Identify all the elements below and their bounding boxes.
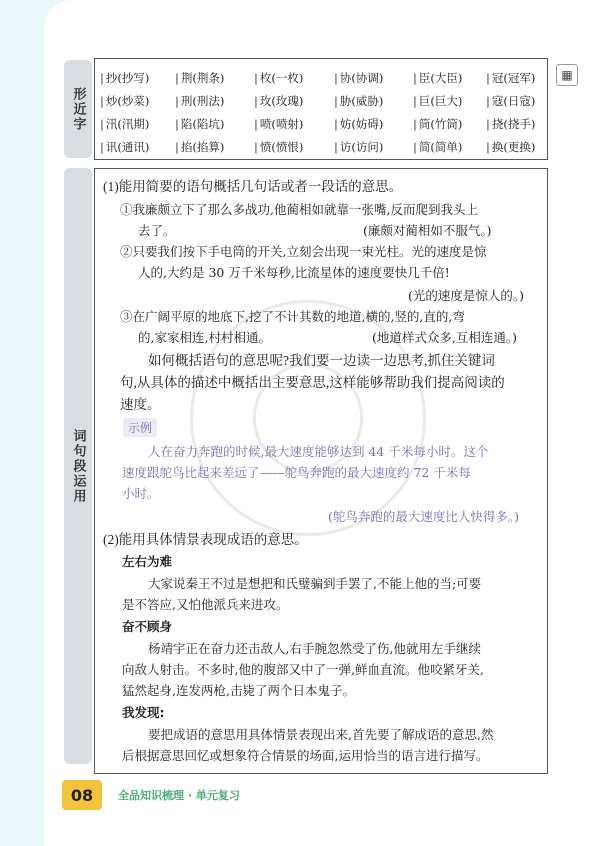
- method-paragraph: 速度。: [120, 397, 161, 412]
- finding-text: 后根据意思回忆或想象符合情景的场面,运用恰当的语言进行描写。: [122, 748, 489, 763]
- table-row: [100, 66, 556, 89]
- table-row: [100, 135, 556, 158]
- table-cell: | 枚(一枚): [254, 70, 304, 85]
- idiom-text: 是不答应,又怕他派兵来进攻。: [122, 597, 289, 612]
- table-row: [100, 112, 556, 135]
- example-2-answer: (光的速度是惊人的。): [408, 288, 525, 303]
- similar-chars-table: [100, 66, 556, 158]
- table-cell: | 荆(荆条): [175, 70, 225, 85]
- table-cell: | 刑(刑法): [175, 93, 225, 108]
- finding-label: 我发现:: [122, 705, 165, 720]
- sample-answer: (鸵鸟奔跑的最大速度比人快得多。): [328, 509, 520, 524]
- table-cell: | 抄(抄写): [100, 70, 150, 85]
- heading-idiom: (2)能用具体情景表现成语的意思。: [103, 532, 308, 547]
- table-cell: | 筒(竹筒): [413, 116, 463, 131]
- idiom-title: 奋不顾身: [122, 619, 173, 634]
- example-3-answer: (地道样式众多,互相连通。): [372, 330, 517, 345]
- table-cell: | 冠(冠军): [486, 70, 536, 85]
- table-cell: | 陷(陷坑): [175, 116, 225, 131]
- table-cell: | 妨(妨碍): [334, 116, 384, 131]
- method-paragraph: 句,从具体的描述中概括出主要意思,这样能够帮助我们提高阅读的: [120, 375, 505, 390]
- page-number: 08: [62, 780, 102, 810]
- table-cell: | 汛(汛期): [100, 116, 150, 131]
- section-label-similar: [64, 60, 92, 158]
- table-cell: | 挠(挠手): [486, 116, 536, 131]
- example-3-line: 的,家家相连,村村相通。: [138, 330, 271, 345]
- table-cell: | 协(协调): [334, 70, 384, 85]
- idiom-text: 杨靖宇正在奋力还击敌人,右手腕忽然受了伤,他就用左手继续: [148, 641, 481, 656]
- sample-line: 速度跟鸵鸟比起来差远了——鸵鸟奔跑的最大速度约 72 千米每: [122, 465, 471, 480]
- table-cell: | 喷(喷射): [254, 116, 304, 131]
- table-cell: | 愤(愤恨): [254, 139, 304, 154]
- method-paragraph: 如何概括语句的意思呢?我们要一边读一边思考,抓住关键词: [148, 353, 495, 368]
- sample-line: 人在奋力奔跑的时候,最大速度能够达到 44 千米每小时。这个: [148, 444, 489, 459]
- table-cell: | 简(简单): [413, 139, 463, 154]
- example-3-line: ③在广阔平原的地底下,挖了不计其数的地道,横的,竖的,直的,弯: [120, 309, 465, 324]
- idiom-text: 猛然起身,连发两枪,击毙了两个日本鬼子。: [122, 683, 355, 698]
- idiom-text: 向敌人射击。不多时,他的腹部又中了一弹,鲜血直流。他咬紧牙关,: [122, 662, 484, 677]
- section-label-usage: [64, 168, 92, 764]
- table-cell: | 胁(威胁): [334, 93, 384, 108]
- example-1-line: 去了。: [138, 223, 176, 238]
- example-1-answer: (廉颇对蔺相如不服气。): [363, 223, 492, 238]
- table-cell: | 换(更换): [486, 139, 536, 154]
- table-cell: | 讯(通讯): [100, 139, 150, 154]
- example-tag: 示例: [123, 418, 157, 437]
- finding-text: 要把成语的意思用具体情景表现出来,首先要了解成语的意思,然: [148, 727, 494, 742]
- example-2-line: ②只要我们按下手电筒的开关,立刻会出现一束光柱。光的速度是惊: [120, 244, 487, 259]
- example-2-line: 人的,大约是 30 万千米每秒,比流星体的速度要快几千倍!: [138, 265, 450, 280]
- sample-line: 小时。: [122, 486, 160, 501]
- section-label-text: 词句段运用: [70, 428, 86, 504]
- table-cell: | 炒(炒菜): [100, 93, 150, 108]
- grid-icon[interactable]: ▦: [556, 64, 578, 86]
- table-row: [100, 89, 556, 112]
- footer-title: 全品知识梳理 · 单元复习: [118, 789, 240, 802]
- table-cell: | 寇(日寇): [486, 93, 536, 108]
- example-1-line: ①我廉颇立下了那么多战功,他蔺相如就靠一张嘴,反而爬到我头上: [120, 202, 478, 217]
- heading-summarize: (1)能用简要的语句概括几句话或者一段话的意思。: [103, 179, 403, 194]
- idiom-text: 大家说秦王不过是想把和氏璧骗到手罢了,不能上他的当;可要: [148, 576, 482, 591]
- table-cell: | 访(访问): [334, 139, 384, 154]
- table-cell: | 玫(玫瑰): [254, 93, 304, 108]
- idiom-title: 左右为难: [122, 554, 173, 569]
- table-cell: | 巨(巨大): [413, 93, 463, 108]
- table-cell: | 臣(大臣): [413, 70, 463, 85]
- section-label-text: 形近字: [70, 86, 86, 132]
- table-cell: | 掐(掐算): [175, 139, 225, 154]
